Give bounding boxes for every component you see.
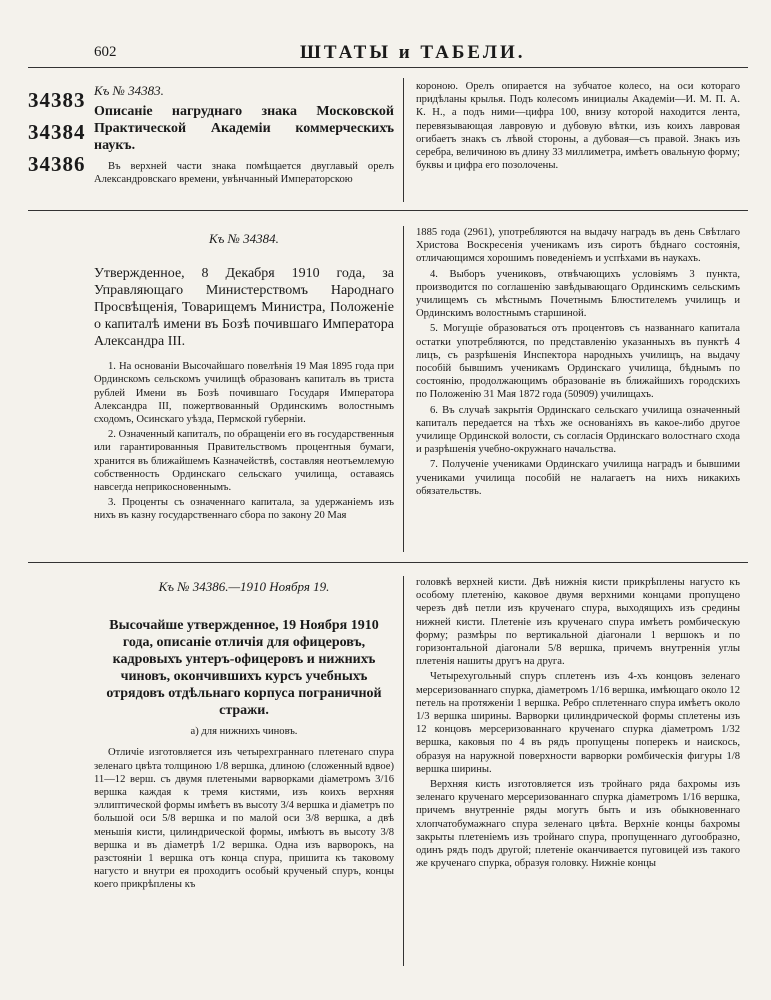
sec1-ref: Къ № 34383. [94,83,164,98]
header-rule [28,67,748,68]
sec1-title: Описаніе нагруднаго знака Московской Практической Академіи коммерческихъ наукъ. [94,104,394,154]
sec2-right-para-4: 6. Въ случаѣ закрытія Ординскаго сельскаго училища означенный капиталъ передается на тѣхъ же основаніяхъ въ какое-либо другое училище Ординской волости, съ согласія Ординскаго волостнаго схода и разрѣшенія учебно-окружнаго начальства. [416,404,740,456]
sec2-right [416,226,740,500]
column-rule-1 [403,78,404,202]
side-number-1: 34383 [28,88,86,112]
section-rule-1 [28,210,748,211]
sec1-left [94,84,394,189]
sec2-right-para-1: 1885 года (2961), употребляются на выдачу наградъ въ день Свѣтлаго Христова Воскресенія ученикамъ изъ сиротъ бѣднаго состоянія, отличающимся хорошимъ поведеніемъ и успѣхами въ наукахъ. [416,227,740,265]
sec2-left-para-3: 3. Проценты съ означеннаго капитала, за удержаніемъ изъ нихъ въ казну государственнаго сбора по закону 20 Мая [94,497,394,522]
sec3-right-para-2: Четырехугольный спуръ сплетенъ изъ 4-хъ концовъ зеленаго мерсеризованнаго спурка, діаметромъ 1/16 вершка, имѣющаго около 12 петель на протяженіи 1 вершка. Ребро сплетеннаго спура имѣетъ около 1/3 вершка ширины. Варворки цилиндрической формы сплетены изъ 12 концовъ мерсеризованнаго крученаго спурка діаметромъ 1/32 вершка, каковыя по 4 въ рядъ пропущены поперекъ и наискось, образуя на наружной поверхности варворки ромбическія фигуры 1/8 вершка ширины. [416,671,741,775]
sec2-title: Утвержденное, 8 Декабря 1910 года, за Управляющаго Министерствомъ Народнаго Просвѣщенія, Товарищемъ Министра, Положеніе о капиталѣ имени въ Бозѣ почившаго Императора Александра III. [94,266,394,350]
sec2-left-para-2: 2. Означенный капиталъ, по обращеніи его въ государственныя или гарантированныя Правительствомъ процентныя бумаги, хранится въ ближайшемъ Казначействѣ, составляя неотъемлемую собственность Ординскаго сельскаго училища, оставаясь навсегда неприкосновеннымъ. [94,429,394,494]
sec3-ref: Къ № 34386.—1910 Ноября 19. [158,579,330,594]
column-rule-2 [403,226,404,552]
side-number-3: 34386 [28,152,86,176]
sec3-right-para-3: Верхняя кисть изготовляется изъ тройнаго ряда бахромы изъ зеленаго крученаго мерсеризованнаго спурка діаметромъ 1/16 вершка, причемъ внутренніе ряды могутъ быть и изъ обыкновеннаго хлопчатобумажнаго спура зеленаго цвѣта. Верхніе концы бахромы закрыты плетеніемъ изъ тройнаго спура, пропущеннаго дугообразно, одинъ рядъ подъ другой; плетеніе оканчивается пуговицей изъ такого же крученаго спурка, образуя головку. Нижніе концы [416,779,740,870]
column-rule-3 [403,576,404,966]
sec3-left [94,580,394,894]
side-number-2: 34384 [28,120,86,144]
sec2-ref: Къ № 34384. [209,231,279,246]
sec2-left [94,232,394,525]
sec1-right-text: короною. Орелъ опирается на зубчатое колесо, на оси котораго придѣланы крылья. Подъ колесомъ инициалы Академіи—И. М. П. А. К. Н., а подъ ними—цифра 100, внизу которой находится лента, перевязывающая лавровую и дубовую вѣтки, изъ коихъ лавровая огибаетъ знакъ съ лѣвой стороны, а дубовая—съ правой. Знакъ изъ серебра, величиною въ длину 33 миллиметра, имѣетъ овальную форму; буквы и цифра его позолочены. [416,81,740,172]
sec3-subhead: а) для нижнихъ чиновъ. [190,726,298,738]
sec3-left-para: Отличіе изготовляется изъ четырехграннаго плетенаго спура зеленаго цвѣта толщиною 1/8 вершка, длиною (сложенный вдвое) 11—12 верш. съ двумя плетеными варворками діаметромъ 3/16 вершка каждая к тремя кистями, изъ коихъ верхняя эллиптической формы имѣетъ въ высоту 3/4 вершка и діаметръ по большой оси 5/8 вершка и по малой оси 3/8 вершка, а двѣ меньшія кисти, цилиндрической формы, имѣютъ въ высоту 3/8 вершка и въ діаметрѣ 1/2 вершка. Одна изъ варворокъ, на разстояніи 1 вершка отъ конца спура, пришита къ таковому нагусто и внутри ея проходитъ особый крученый спуръ, концы коего прикрѣплены къ [94,747,394,891]
sec1-left-text: Въ верхней части знака помѣщается двуглавый орелъ Александровскаго времени, увѣнчанный Императорскою [94,161,394,186]
section-rule-2 [28,562,748,563]
sec2-right-para-5: 7. Полученіе учениками Ординскаго училища наградъ и бывшими учениками училища пособій не налагаетъ на нихъ никакихъ обязательствъ. [416,459,740,497]
sec2-right-para-3: 5. Могущіе образоваться отъ процентовъ съ названнаго капитала остатки употребляются, по представленію указанныхъ въ пунктѣ 4 лицъ, съ разрѣшенія Инспектора народныхъ училищъ, на выдачу пособій бывшимъ ученикамъ Ординскаго училища, бѣднымъ по состоянію, продолжающимъ образованіе въ ближайшихъ городскихъ по Положенію 31 Мая 1872 года (50909) училищахъ. [416,323,740,401]
sec1-right [416,80,740,174]
sec2-left-para-1: 1. На основаніи Высочайшаго повелѣнія 19 Мая 1895 года при Ординскомъ сельскомъ училищѣ образованъ капиталъ въ триста рублей Имени въ Бозѣ почившаго Государя Императора Александра III, пожертвованный Ординскимъ волостнымъ сходомъ, Осинскаго уѣзда, Пермской губерніи. [94,361,394,426]
page-number: 602 [94,44,117,60]
sec3-title: Высочайше утвержденное, 19 Ноября 1910 года, описаніе отличія для офицеровъ, кадровыхъ унтеръ-офицеровъ и нижнихъ чиновъ, окончившихъ курсъ учебныхъ отрядовъ отдѣльнаго корпуса пограничной стражи. [106,618,382,719]
sec3-right [416,576,740,872]
sec2-right-para-2: 4. Выборъ учениковъ, отвѣчающихъ условіямъ 3 пункта, производится по соглашенію завѣдывающаго Ординскимъ сельскимъ училищемъ съ мѣстнымъ Почетнымъ Блюстителемъ училищъ и Ординскимъ волостнымъ старшиной. [416,268,740,320]
running-title: ШТАТЫ и ТАБЕЛИ. [300,42,526,63]
sec3-right-para-1: головкѣ верхней кисти. Двѣ нижнія кисти прикрѣплены нагусто къ особому плетенію, каковое двумя верхними концами пропущено черезъ двѣ петли изъ крученаго спура, выходящихъ изъ средины нижней кисти. Плетеніе изъ крученаго спура имѣетъ ромбическую форму; размѣры по вертикальной діагонали 1 вершокъ и по горизонтальной діагонали 5/8 вершка, причемъ внутреннія углы плетенія нашиты другъ на друга. [416,577,740,668]
